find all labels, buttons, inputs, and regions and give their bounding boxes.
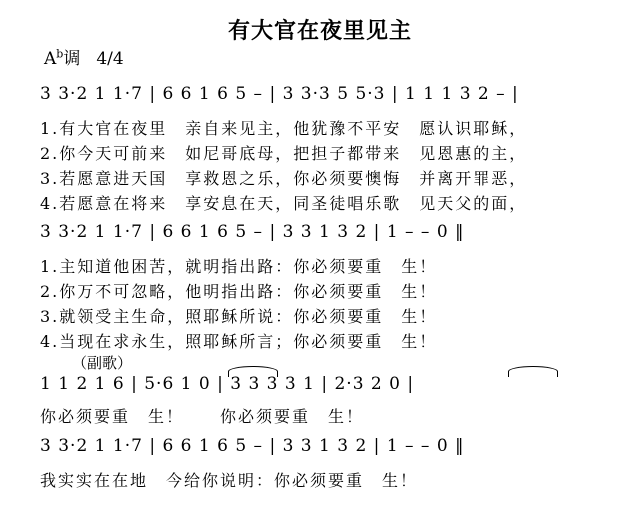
- verse-line-1-1: 1.有大官在夜里 亲自来见主，他犹豫不平安 愿认识耶稣，: [40, 119, 528, 138]
- verse-line-1-4: 4.若愿意在将来 享安息在天，同圣徒唱乐歌 见天父的面，: [40, 194, 528, 213]
- verse-line-1-3: 3.若愿意进天国 享救恩之乐，你必须要懊悔 并离开罪恶，: [40, 169, 528, 188]
- time-signature: 4/4: [96, 49, 124, 69]
- song-title: 有大官在夜里见主: [227, 19, 412, 44]
- key-signature: [44, 44, 124, 69]
- notation-line-1: 3 3·2 1 1·7 | 6 6 1 6 5 – | 3 3·3 5 5·3 | 1 1 1 3 2 – |: [40, 84, 519, 104]
- verse-line-2-4: 4.当现在求永生，照耶稣所言；你必须要重 生！: [40, 332, 438, 351]
- verse-line-2-1: 1.主知道他困苦，就明指出路：你必须要重 生！: [40, 257, 438, 276]
- notation-line-2: 3 3·2 1 1·7 | 6 6 1 6 5 – | 3 3 1 3 2 | 1 – – 0 ‖: [40, 222, 465, 242]
- verse-line-2-3: 3.就领受主生命，照耶稣所说：你必须要重 生！: [40, 307, 438, 326]
- chorus-lyric-2: 我实实在在地 今给你说明：你必须要重 生！: [40, 471, 419, 490]
- chorus-notation-2: 3 3·2 1 1·7 | 6 6 1 6 5 – | 3 3 1 3 2 | 1 – – 0 ‖: [40, 436, 465, 456]
- chorus-label: （副歌）: [72, 354, 133, 372]
- chorus-notation-1: 1 1 2 1 6 | 5·6 1 0 | 3 3 3 3 1 | 2·3 2 0 |: [40, 374, 415, 394]
- chorus-lyric-1: 你必须要重 生！ 你必须要重 生！: [40, 407, 365, 426]
- verse-line-1-2: 2.你今天可前来 如尼哥底母，把担子都带来 见恩惠的主，: [40, 144, 528, 163]
- verse-line-2-2: 2.你万不可忽略，他明指出路：你必须要重 生！: [40, 282, 438, 301]
- key-label: A: [44, 49, 57, 69]
- key-flat: b: [56, 47, 64, 61]
- key-suffix: 调: [63, 49, 81, 69]
